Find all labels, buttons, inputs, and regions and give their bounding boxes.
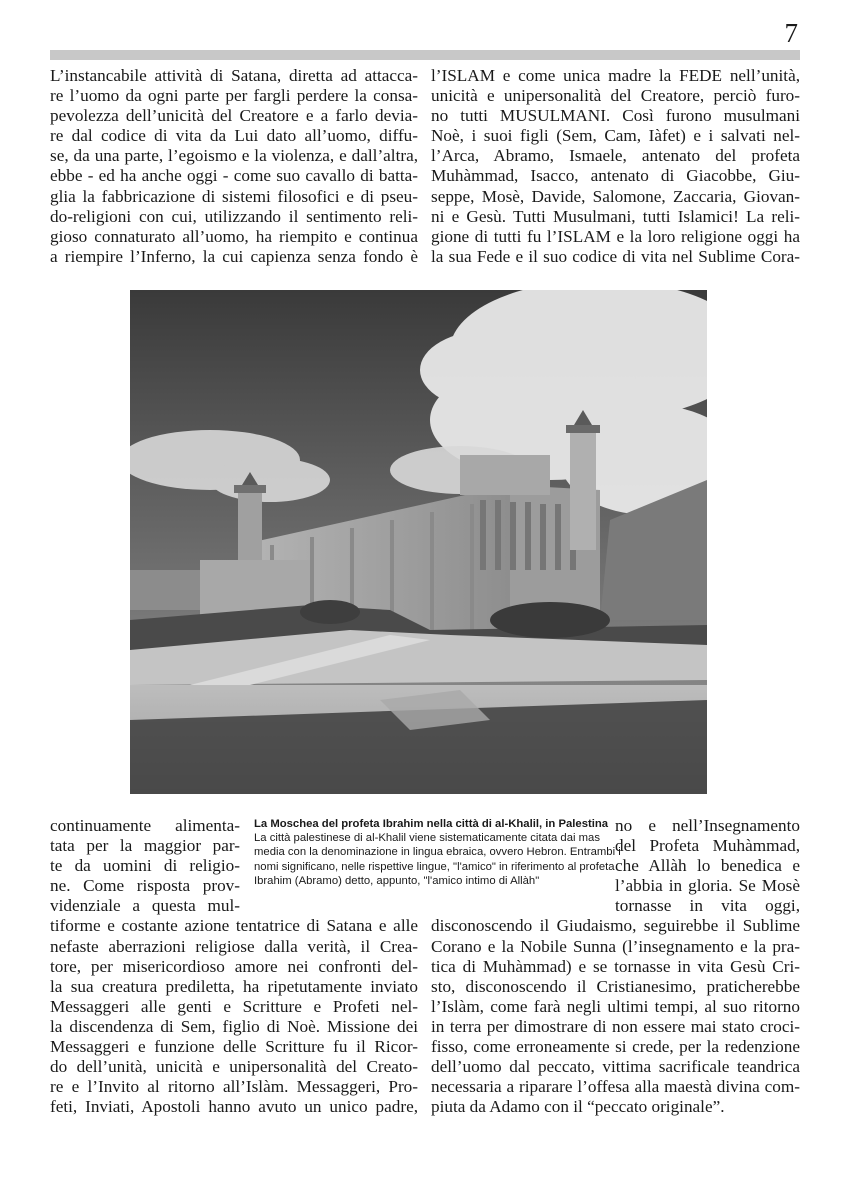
text-line: Messaggeri alle genti e Scritture e Profeti nel- [50, 996, 418, 1016]
text-line: ni e Gesù. Tutti Musulmani, tutti Islamici! La reli- [431, 206, 800, 226]
text-line: Corano e la Nobile Sunna (l’insegnamento e la pra- [431, 936, 800, 956]
text-line: feti, Inviati, Apostoli hanno avuto un unico padre, [50, 1097, 418, 1117]
bottom-right-column [431, 816, 800, 1117]
text-line: ne. Come risposta prov- [50, 876, 240, 896]
text-line: glia la fabbricazione di sistemi filosofici e di pseu- [50, 186, 418, 206]
text-line: che Allàh lo benedica e [615, 856, 800, 876]
text-line: la sua Fede e il suo codice di vita nel Sublime Cora- [431, 246, 800, 266]
text-line: a riempire l’Inferno, la cui capienza senza fondo è [50, 246, 418, 266]
header-bar [50, 50, 800, 60]
text-line: re e l’Invito al ritorno all’Islàm. Messaggeri, Pro- [50, 1077, 418, 1097]
text-line: Muhàmmad, Isacco, antenato di Giacobbe, Giu- [431, 166, 800, 186]
text-line: no e nell’Insegnamento [615, 816, 800, 835]
text-line: pevolezza dell’unicità del Creatore e a farlo devia- [50, 106, 418, 126]
text-line: L’instancabile attività di Satana, diretta ad attacca- [50, 66, 418, 85]
caption-line: media con la denominazione in lingua ebraica, ovvero Hebron. Entrambi i [254, 846, 621, 859]
caption-line: Ibrahim (Abramo) detto, appunto, "l'amico intimo di Allàh" [254, 874, 540, 887]
text-line: l’ISLAM e come unica madre la FEDE nell’unità, [431, 66, 800, 85]
text-line: Noè, i suoi figli (Sem, Cam, Iàfet) e i salvati nel- [431, 126, 800, 146]
top-left-column [50, 66, 418, 267]
text-line: l’Arca, Abramo, Ismaele, antenato del profeta [431, 146, 800, 166]
text-line: l’Islàm, come farà negli ultimi tempi, al suo ritorno [431, 996, 800, 1016]
text-line: tore, per misericordioso amore nei confronti del- [50, 956, 418, 976]
text-line: la sua creatura prediletta, ha ripetutamente inviato [50, 976, 418, 996]
text-line: dell’uomo dal peccato, vittima sacrificale teandrica [431, 1057, 800, 1077]
text-line: la discendenza di Sem, figlio di Noè. Missione dei [50, 1016, 418, 1036]
text-line: tiforme e costante azione tentatrice di Satana e alle [50, 916, 418, 936]
text-line: tornasse in vita oggi, [615, 896, 800, 916]
bottom-left-column [50, 816, 418, 1117]
text-line: disconoscendo il Giudaismo, seguirebbe il Sublime [431, 916, 800, 936]
text-line: no tutti MUSULMANI. Così furono musulmani [431, 106, 800, 126]
text-line: unicità e unipersonalità del Creatore, perciò furo- [431, 86, 800, 106]
text-line: videnziale a questa mul- [50, 896, 240, 916]
text-line: in terra per dimostrare di non essere mai stato croci- [431, 1016, 800, 1036]
text-line: l’abbia in gloria. Se Mosè [615, 876, 800, 896]
text-line: seppe, Mosè, Davide, Salomone, Zaccaria, Giovan- [431, 186, 800, 206]
text-line: gione di tutti fu l’ISLAM e la loro religione oggi ha [431, 226, 800, 246]
text-line: re dal codice di vita da Lui dato all’uomo, diffu- [50, 126, 418, 146]
text-line: te da uomini di religio- [50, 856, 240, 876]
text-line: nefaste aberrazioni religiose dalla verità, il Crea- [50, 936, 418, 956]
caption-line: La città palestinese di al-Khalil viene sistematicamente citata dai mas [254, 832, 600, 845]
caption-title: La Moschea del profeta Ibrahim nella città di al-Khalil, in Palestina [254, 818, 609, 830]
text-line: re l’uomo da ogni parte per fargli perdere la consa- [50, 86, 418, 106]
text-line: ebbe - ed ha anche oggi - come suo cavallo di batta- [50, 166, 418, 186]
text-line: se, da una parte, l’egoismo e la violenza, e dall’altra, [50, 146, 418, 166]
text-line: gioso connaturato all’uomo, ha riempito e continua [50, 226, 418, 246]
text-line: do-religioni con cui, utilizzando il sentimento reli- [50, 206, 418, 226]
text-line: tata per la maggior par- [50, 836, 240, 856]
text-line: piuta da Adamo con il “peccato originale”. [431, 1097, 725, 1117]
text-line: Messaggeri e funzione delle Scritture fu il Ricor- [50, 1037, 418, 1057]
caption-line: nomi significano, nelle rispettive lingue, "l'amico" in riferimento al profeta [254, 860, 615, 873]
text-line: fisso, come erroneamente si crede, per la redenzione [431, 1037, 800, 1057]
text-line: sto, disconoscendo il Cristianesimo, praticherebbe [431, 976, 800, 996]
text-line: necessaria a riparare l’offesa alla maestà divina com- [431, 1077, 800, 1097]
text-line: tica di Muhàmmad) e se tornasse in vita Gesù Cri- [431, 956, 800, 976]
text-line: del Profeta Muhàmmad, [615, 836, 800, 856]
text-line: continuamente alimenta- [50, 816, 240, 835]
top-right-column [431, 66, 800, 267]
text-line: do dell’unità, unicità e unipersonalità del Creato- [50, 1057, 418, 1077]
mosque-photo [130, 290, 707, 794]
page-number: 7 [784, 18, 798, 48]
